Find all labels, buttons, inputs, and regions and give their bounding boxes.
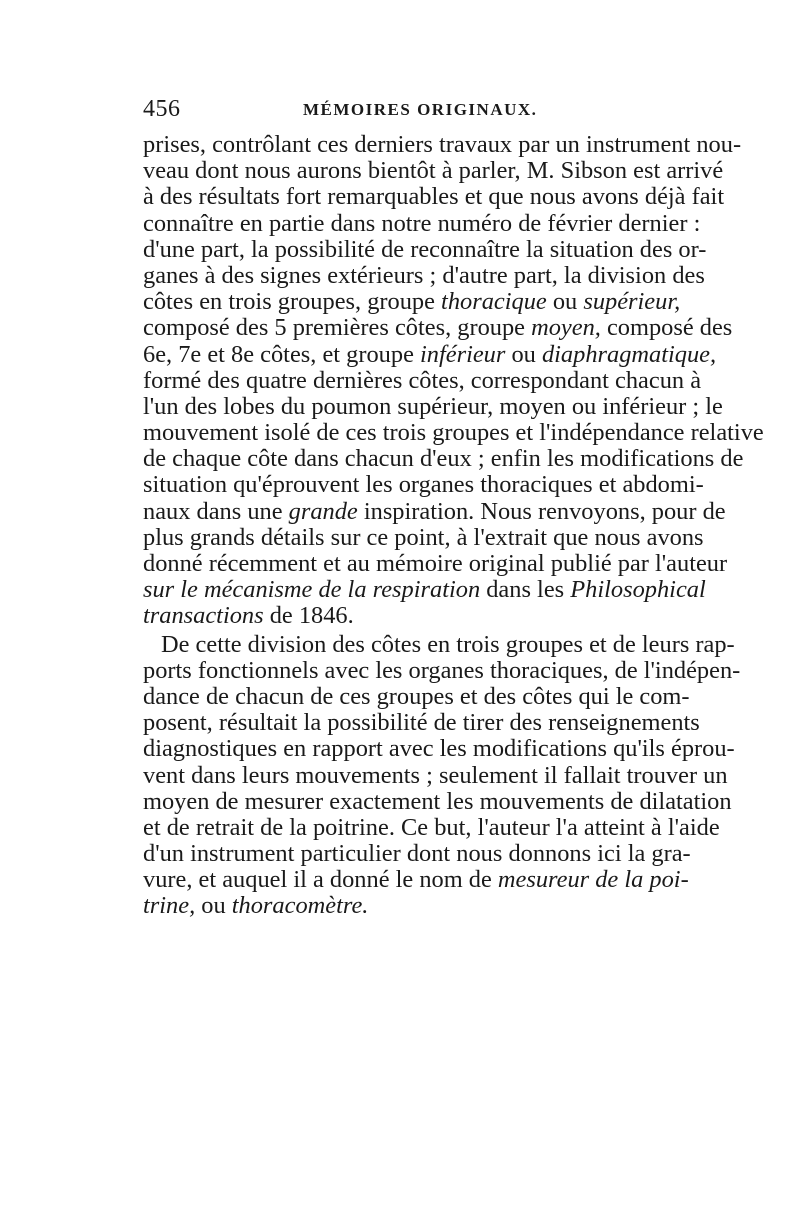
- paragraph-2: [143, 630, 741, 920]
- body-text: [143, 131, 764, 920]
- italic-segment: supérieur,: [583, 288, 681, 316]
- text-segment: moyen de mesurer exactement les mouvements de dilatation: [143, 787, 732, 815]
- paragraph-1: [143, 131, 764, 630]
- text-segment: veau dont nous aurons bientôt à parler, M. Sibson est arrivé: [143, 157, 724, 185]
- text-line: [143, 576, 706, 604]
- text-line: [143, 261, 705, 289]
- text-segment: ou: [546, 288, 584, 316]
- text-segment: connaître en partie dans notre numéro de février dernier :: [143, 209, 701, 237]
- text-line: [143, 550, 728, 577]
- text-line: [143, 183, 725, 211]
- text-segment: de 1846.: [263, 602, 354, 630]
- text-segment: composé des: [600, 314, 733, 342]
- text-segment: formé des quatre dernières côtes, correspondant chacun à: [143, 366, 702, 394]
- text-segment: vent dans leurs mouvements ; seulement il fallait trouver un: [143, 761, 728, 789]
- text-segment: dans les: [480, 576, 571, 604]
- text-segment: de chaque côte dans chacun d'eux ; enfin les modifications de: [143, 445, 744, 473]
- running-head: [143, 96, 658, 126]
- text-line: [143, 419, 764, 447]
- text-line: [143, 656, 741, 684]
- text-segment: l'un des lobes du poumon supérieur, moyen ou inférieur ; le: [143, 392, 723, 420]
- running-title: MÉMOIRES ORIGINAUX.: [303, 100, 538, 119]
- text-segment: d'une part, la possibilité de reconnaître la situation des or-: [143, 235, 707, 263]
- text-segment: situation qu'éprouvent les organes thoraciques et abdomi-: [143, 471, 704, 499]
- text-segment: ou: [195, 892, 232, 920]
- text-line: [143, 813, 720, 841]
- text-line: [143, 340, 717, 368]
- text-segment: mouvement isolé de ces trois groupes et l'indépendance relative: [143, 419, 764, 447]
- italic-segment: trine,: [143, 892, 196, 920]
- italic-segment: thoracomètre.: [231, 892, 369, 920]
- text-segment: composé des 5 premières côtes, groupe: [143, 314, 532, 342]
- text-segment: diagnostiques en rapport avec les modifications qu'ils éprou-: [143, 735, 735, 763]
- text-segment: d'un instrument particulier dont nous donnons ici la gra-: [143, 840, 691, 868]
- text-line: [143, 471, 704, 499]
- text-line: [143, 366, 702, 394]
- text-segment: dance de chacun de ces groupes et des côtes qui le com-: [143, 682, 690, 710]
- text-line: [143, 866, 689, 894]
- text-segment: vure, et auquel il a donné le nom de: [143, 866, 498, 894]
- italic-segment: diaphragmatique,: [541, 340, 717, 368]
- text-line: [143, 603, 658, 629]
- text-line: [143, 314, 733, 342]
- text-segment: ganes à des signes extérieurs ; d'autre part, la division des: [143, 261, 705, 289]
- text-line: [143, 131, 742, 158]
- text-line: [143, 497, 726, 525]
- text-line: [143, 787, 732, 815]
- italic-segment: thoracique: [441, 288, 547, 316]
- text-line: [143, 709, 700, 737]
- text-line: [143, 840, 691, 868]
- italic-segment: inférieur: [420, 340, 506, 368]
- text-line: [143, 682, 690, 710]
- italic-segment: mesureur de la poi-: [497, 866, 689, 894]
- text-segment: 6e, 7e et 8e côtes, et groupe: [143, 340, 420, 368]
- text-line: [143, 392, 723, 420]
- text-segment: posent, résultait la possibilité de tirer des renseignements: [143, 709, 700, 737]
- text-line: [143, 445, 744, 473]
- text-segment: De cette division des côtes en trois groupes et de leurs rap-: [161, 630, 735, 658]
- text-segment: naux dans une: [143, 497, 289, 525]
- text-line: [143, 157, 724, 185]
- text-line: [143, 893, 658, 919]
- text-segment: et de retrait de la poitrine. Ce but, l'auteur l'a atteint à l'aide: [143, 813, 720, 841]
- text-segment: plus grands détails sur ce point, à l'extrait que nous avons: [143, 523, 704, 551]
- italic-segment: grande: [288, 497, 358, 525]
- text-segment: prises, contrôlant ces derniers travaux par un instrument nou-: [143, 131, 742, 158]
- page-number: 456: [143, 96, 181, 122]
- italic-segment: moyen,: [531, 314, 601, 342]
- italic-segment: sur le mécanisme de la respiration: [143, 576, 481, 604]
- text-line: [143, 288, 681, 316]
- text-segment: à des résultats fort remarquables et que nous avons déjà fait: [143, 183, 725, 211]
- text-line: [143, 630, 735, 658]
- text-segment: inspiration. Nous renvoyons, pour de: [357, 497, 726, 525]
- text-line: [143, 761, 728, 789]
- italic-segment: transactions: [143, 602, 264, 630]
- text-line: [143, 523, 704, 551]
- text-line: [143, 209, 701, 237]
- text-line: [143, 735, 735, 763]
- text-segment: côtes en trois groupes, groupe: [143, 288, 442, 316]
- text-line: [143, 235, 707, 263]
- text-segment: donné récemment et au mémoire original publié par l'auteur: [143, 550, 728, 577]
- italic-segment: Philosophical: [570, 576, 706, 604]
- text-segment: ou: [505, 340, 542, 368]
- text-segment: ports fonctionnels avec les organes thoraciques, de l'indépen-: [143, 656, 741, 684]
